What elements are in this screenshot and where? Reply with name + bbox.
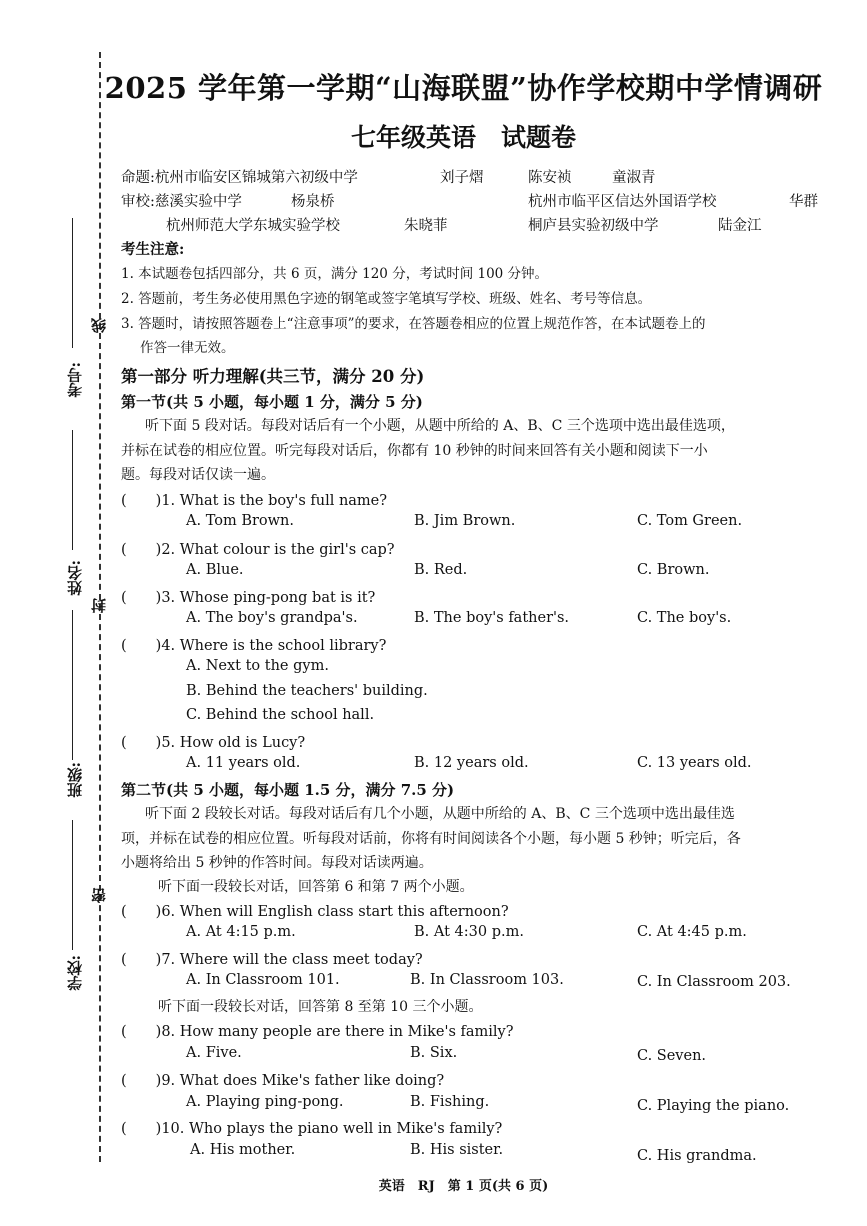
option-a: A. Tom Brown.	[186, 513, 294, 529]
question-stem: ( )9. What does Mike's father like doing?	[121, 1073, 445, 1089]
part1-heading: 第一部分 听力理解(共三节，满分 20 分)	[121, 367, 425, 386]
option-c: C. At 4:45 p.m.	[637, 924, 747, 940]
option-c: C. Tom Green.	[637, 513, 743, 529]
credit-name: 陈安祯	[528, 170, 572, 186]
kaohao-field-line	[72, 218, 73, 348]
option-a: A. Next to the gym.	[186, 658, 329, 674]
page-footer: 英语 RJ 第 1 页(共 6 页)	[378, 1179, 549, 1194]
notice-item: 作答一律无效。	[140, 340, 235, 356]
binding-mark-mi: 密	[90, 888, 108, 903]
option-c: C. 13 years old.	[637, 755, 752, 771]
option-c: C. Seven.	[637, 1048, 707, 1064]
option-c: C. His grandma.	[637, 1148, 757, 1164]
binding-mark-feng: 封	[90, 598, 108, 613]
exam-subtitle: 七年级英语 试题卷	[350, 123, 576, 152]
binding-mark-xian: 线	[90, 318, 108, 333]
credit-name: 杨泉桥	[291, 194, 335, 210]
option-c: C. In Classroom 203.	[637, 974, 791, 990]
option-a: A. Blue.	[186, 562, 244, 578]
option-c: C. Playing the piano.	[637, 1098, 790, 1114]
option-b: B. 12 years old.	[414, 755, 529, 771]
question-stem: ( )6. When will English class start this afternoon?	[121, 904, 509, 920]
option-a: A. At 4:15 p.m.	[186, 924, 296, 940]
question-stem: ( )1. What is the boy's full name?	[121, 493, 388, 509]
section1-heading: 第一节(共 5 小题，每小题 1 分，满分 5 分)	[121, 393, 423, 411]
question-stem: ( )3. Whose ping-pong bat is it?	[121, 590, 376, 606]
question-stem: ( )10. Who plays the piano well in Mike's family?	[121, 1121, 503, 1137]
question-stem: ( )8. How many people are there in Mike's family?	[121, 1024, 514, 1040]
option-b: B. At 4:30 p.m.	[414, 924, 524, 940]
option-c: C. Behind the school hall.	[186, 707, 375, 723]
credit-school: 桐庐县实验初级中学	[528, 218, 659, 234]
question-stem: ( )7. Where will the class meet today?	[121, 952, 423, 968]
section2-instruction: 项，并标在试卷的相应位置。听每段对话前，你将有时间阅读各个小题，每小题 5 秒钟；听完后，各	[121, 831, 741, 847]
option-a: A. In Classroom 101.	[186, 972, 340, 988]
option-b: B. Behind the teachers' building.	[186, 683, 428, 699]
option-a: A. Five.	[186, 1045, 242, 1061]
notice-heading: 考生注意:	[121, 241, 185, 258]
question-stem: ( )2. What colour is the girl's cap?	[121, 542, 395, 558]
section2-heading: 第二节(共 5 小题，每小题 1.5 分，满分 7.5 分)	[121, 781, 455, 799]
section1-instruction: 听下面 5 段对话。每段对话后有一个小题，从题中所给的 A、B、C 三个选项中选出最佳选项，	[145, 418, 735, 434]
exam-title: 2025 学年第一学期“山海联盟”协作学校期中学情调研	[104, 71, 823, 105]
credit-reviewer: 审校:慈溪实验中学	[121, 194, 242, 210]
credit-name: 刘子熠	[440, 170, 484, 186]
section1-instruction: 题。每段对话仅读一遍。	[121, 467, 275, 483]
section2-instruction: 听下面 2 段较长对话。每段对话后有几个小题，从题中所给的 A、B、C 三个选项中选出最佳选	[145, 806, 735, 822]
option-b: B. In Classroom 103.	[410, 972, 564, 988]
option-b: B. Jim Brown.	[414, 513, 516, 529]
option-a: A. His mother.	[190, 1142, 296, 1158]
option-b: B. Fishing.	[410, 1094, 490, 1110]
question-stem: ( )5. How old is Lucy?	[121, 735, 306, 751]
option-b: B. The boy's father's.	[414, 610, 570, 626]
section2-instruction: 小题将给出 5 秒钟的作答时间。每段对话读两遍。	[121, 855, 433, 871]
question-stem: ( )4. Where is the school library?	[121, 638, 387, 654]
option-b: B. His sister.	[410, 1142, 504, 1158]
credit-name: 华群	[789, 194, 818, 210]
banji-label: 班级:	[66, 762, 84, 798]
xingming-label: 姓名:	[66, 560, 84, 596]
xingming-field-line	[72, 430, 73, 550]
section1-instruction: 并标在试卷的相应位置。听完每段对话后，你都有 10 秒钟的时间来回答有关小题和阅读下一小	[121, 443, 708, 459]
banji-field-line	[72, 610, 73, 760]
xuexiao-field-line	[72, 820, 73, 950]
credit-name: 童淑青	[612, 170, 656, 186]
option-c: C. Brown.	[637, 562, 710, 578]
option-a: A. The boy's grandpa's.	[186, 610, 358, 626]
credit-school: 杭州师范大学东城实验学校	[166, 218, 340, 234]
credit-name: 陆金江	[718, 218, 762, 234]
dialogue-instruction: 听下面一段较长对话，回答第 6 和第 7 两个小题。	[158, 879, 474, 895]
option-a: A. 11 years old.	[186, 755, 301, 771]
xuexiao-label: 学校:	[66, 955, 84, 991]
credit-setter: 命题:杭州市临安区锦城第六初级中学	[121, 170, 358, 186]
notice-item: 2. 答题前，考生务必使用黑色字迹的钢笔或签字笔填写学校、班级、姓名、考号等信息。	[121, 291, 652, 307]
kaohao-label: 考号:	[66, 362, 84, 398]
option-b: B. Six.	[410, 1045, 458, 1061]
option-a: A. Playing ping-pong.	[186, 1094, 344, 1110]
dialogue-instruction: 听下面一段较长对话，回答第 8 至第 10 三个小题。	[158, 999, 483, 1015]
option-b: B. Red.	[414, 562, 468, 578]
option-c: C. The boy's.	[637, 610, 732, 626]
credit-school: 杭州市临平区信达外国语学校	[528, 194, 717, 210]
notice-item: 3. 答题时，请按照答题卷上“注意事项”的要求，在答题卷相应的位置上规范作答，在本试题卷上的	[121, 316, 706, 332]
credit-name: 朱晓菲	[404, 218, 448, 234]
notice-item: 1. 本试题卷包括四部分，共 6 页，满分 120 分，考试时间 100 分钟。	[121, 266, 549, 282]
